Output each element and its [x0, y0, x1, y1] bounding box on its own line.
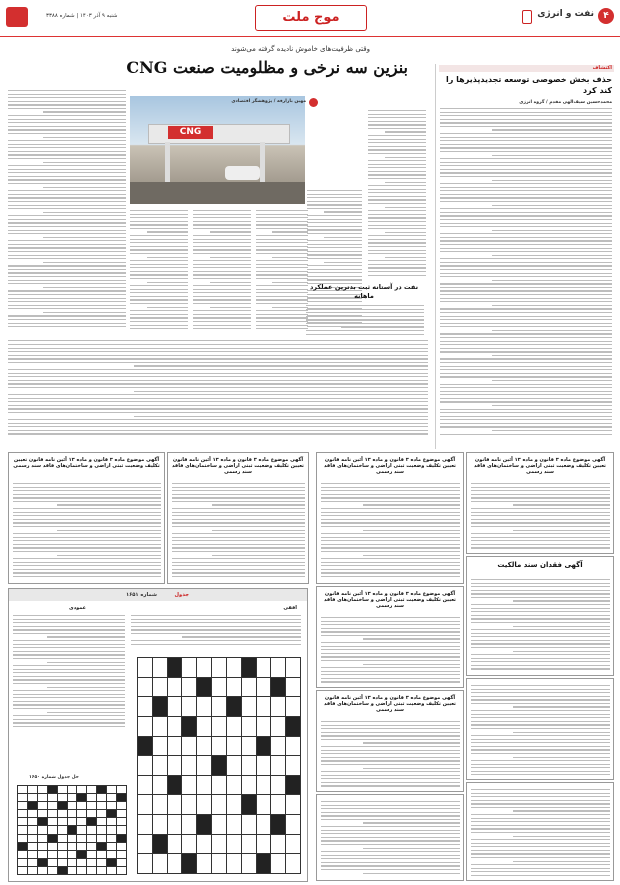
- lead-headline: بنزین سه نرخی و مظلومیت صنعت CNG: [126, 58, 408, 77]
- road: [130, 182, 305, 204]
- lost-deed-title: آگهی فقدان سند مالکیت: [497, 561, 583, 569]
- crossword-section: [8, 588, 308, 882]
- legal-ad-title: آگهی موضوع ماده ۳ قانون و ماده ۱۳ آئین نامه قانون تعیین تکلیف وضعیت ثبتی اراضی و ساختمان‌های فاقد سند رسمی: [324, 695, 456, 713]
- cng-sign: CNG: [168, 126, 213, 139]
- lead-body-col5: [130, 210, 188, 335]
- down-clues: [13, 615, 125, 745]
- canopy-pillar: [165, 142, 170, 182]
- across-clues: [131, 615, 301, 651]
- legal-ad: [466, 452, 614, 554]
- legal-ad-body: [471, 685, 610, 775]
- down-title: عمودی: [69, 605, 87, 611]
- across-title: افقی: [283, 605, 297, 611]
- crossword-title: جدول: [174, 592, 189, 598]
- legal-ad-body: [13, 483, 161, 579]
- side-story-byline: محمدحسین سیف‌الهی مقدم / گروه انرژی: [519, 100, 612, 105]
- issue-date: شنبه ۹ آذر ۱۴۰۳ | شماره ۳۳۸۸: [46, 13, 118, 19]
- lost-deed-body: [471, 579, 610, 671]
- answer-title: حل جدول شماره ۱۶۵۰: [29, 775, 79, 780]
- legal-ad: [8, 452, 165, 584]
- cng-station-photo: [130, 96, 305, 204]
- column-divider: [435, 64, 436, 449]
- legal-ad-body: [471, 789, 610, 876]
- legal-ad: [316, 794, 464, 881]
- legal-ad: [316, 690, 464, 792]
- section-icon: [522, 10, 532, 24]
- legal-ad-title: آگهی موضوع ماده ۳ قانون و ماده ۱۳ آئین نامه قانون تعیین تکلیف وضعیت ثبتی اراضی و ساختمان‌های فاقد سند رسمی: [324, 591, 456, 609]
- page-header: [0, 0, 620, 37]
- legal-ad: [167, 452, 309, 584]
- lead-body-col4: [193, 210, 251, 335]
- section-title: نفت و انرژی: [537, 9, 594, 19]
- legal-ad-body: [321, 483, 460, 579]
- legal-ad-title: آگهی موضوع ماده ۳ قانون و ماده ۱۳ آئین نامه قانون تعیین تکلیف وضعیت ثبتی اراضی و ساختمان‌های فاقد سند رسمی: [13, 457, 160, 469]
- middle-story-headline: نفت در آستانه ثبت بدترین عملکرد ماهانه: [309, 283, 419, 300]
- side-story-headline: حذف بخش خصوصی توسعه تجدیدپذیرها را کند کرد: [446, 75, 612, 95]
- legal-ad: [316, 586, 464, 688]
- canopy-pillar: [260, 142, 265, 182]
- legal-ad-body: [321, 617, 460, 683]
- newspaper-logo: موج ملت: [255, 5, 367, 31]
- car: [225, 166, 260, 180]
- lead-body-col6: [8, 90, 126, 335]
- lead-body-col1: [368, 110, 426, 278]
- lead-body-col3: [256, 210, 308, 335]
- legal-ad-title: آگهی موضوع ماده ۳ قانون و ماده ۱۳ آئین نامه قانون تعیین تکلیف وضعیت ثبتی اراضی و ساختمان‌های فاقد سند رسمی: [172, 457, 304, 475]
- legal-ad-body: [172, 483, 305, 579]
- lead-byline: مهین بازارقه / پژوهشگر اقتصادی: [231, 99, 306, 104]
- side-story-kicker: اکتشاف: [592, 65, 612, 71]
- legal-ad-body: [321, 721, 460, 787]
- legal-ad: [466, 782, 614, 881]
- legal-ad-body: [471, 483, 610, 549]
- section-divider: [8, 340, 428, 341]
- crossword-number: شماره ۱۶۵۱: [125, 592, 157, 598]
- lead-kicker: وقتی ظرفیت‌های خاموش نادیده گرفته می‌شوند: [231, 45, 370, 53]
- legal-ad-body: [321, 801, 460, 876]
- crossword-header-bar: [9, 589, 307, 601]
- publisher-icon: [6, 7, 28, 27]
- crossword-grid[interactable]: [137, 657, 301, 874]
- side-story-kicker-bar: [439, 65, 614, 72]
- page-number-badge: ۴: [598, 8, 614, 24]
- lead-author-icon: [309, 98, 318, 107]
- middle-story-body: [306, 305, 424, 335]
- answer-grid: [17, 785, 127, 875]
- legal-ad-title: آگهی موضوع ماده ۳ قانون و ماده ۱۳ آئین نامه قانون تعیین تکلیف وضعیت ثبتی اراضی و ساختمان‌های فاقد سند رسمی: [474, 457, 606, 475]
- legal-ad: [466, 678, 614, 780]
- legal-ad-title: آگهی موضوع ماده ۳ قانون و ماده ۱۳ آئین نامه قانون تعیین تکلیف وضعیت ثبتی اراضی و ساختمان‌های فاقد سند رسمی: [324, 457, 456, 475]
- legal-ad: [316, 452, 464, 584]
- side-story-body: [440, 108, 612, 438]
- lower-story-body: [8, 344, 428, 436]
- lost-deed-ad: [466, 556, 614, 676]
